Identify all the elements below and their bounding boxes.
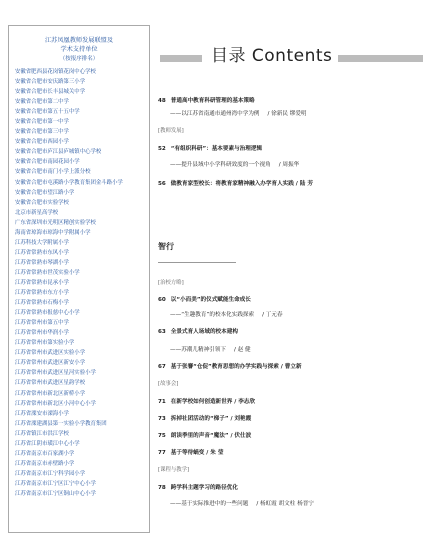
supporter-list-item: 安徽省合肥市南门小学上派分校 xyxy=(15,169,91,176)
section-label: [课程与教学] xyxy=(158,467,190,473)
page-number: 60 xyxy=(158,297,166,303)
supporter-list-item: 江苏省常熟市东风小学 xyxy=(15,249,69,256)
supporter-list-item: 江苏省镇江市洪江学校 xyxy=(15,430,69,437)
supporter-list-item: 安徽省合肥市望江路小学 xyxy=(15,189,75,196)
entry-author: / 周振华 xyxy=(278,162,300,168)
column-heading-zhixing: 智行 xyxy=(158,242,174,251)
supporter-list-item: 海南省琼海市琼海中学附属小学 xyxy=(15,229,91,236)
page-number: 48 xyxy=(158,98,166,104)
supporter-order-note: （按报序排名） xyxy=(59,56,99,62)
supporter-list-item: 江苏省常州市华润小学 xyxy=(15,330,69,337)
toc-entry-73 xyxy=(158,415,251,423)
supporter-list-item: 安徽省合肥市第一中学 xyxy=(15,119,69,126)
toc-entry-60 xyxy=(158,296,251,304)
supporter-title-line1: 江苏凤凰教师发展联盟及 xyxy=(44,37,114,44)
page-number: 73 xyxy=(158,416,166,422)
supporter-list-item: 安徽省合肥市长丰县城关中学 xyxy=(15,89,86,96)
entry-title: 朗读季里的声音“魔法” / 伏仕波 xyxy=(170,433,252,439)
page-number: 63 xyxy=(158,329,166,335)
toc-subtitle xyxy=(170,110,307,118)
toc-entry-75 xyxy=(158,432,251,440)
section-label: [教师发展] xyxy=(158,128,184,134)
supporter-list-item: 安徽省合肥市实验学校 xyxy=(15,199,69,206)
supporter-list-item: 江苏省常熟市昆承小学 xyxy=(15,279,69,286)
supporter-list-item: 广东省深圳市光明区精创实验学校 xyxy=(15,219,96,226)
supporter-title-line2: 学术支持单位 xyxy=(60,46,98,53)
supporter-list-item: 江苏省南京市百家湖小学 xyxy=(15,450,75,457)
supporter-list-item: 江苏省常州市第五中学 xyxy=(15,320,69,327)
page-number: 78 xyxy=(158,485,166,491)
supporter-list-item: 安徽省合肥市屯溪路小学教育集团金斗路小学 xyxy=(15,179,123,186)
supporter-list-item: 江苏省常熟市琴湖小学 xyxy=(15,259,69,266)
supporter-list-item: 江苏省江阴市璜江中心小学 xyxy=(15,440,80,447)
supporter-list-item: 江苏省常熟市世茂实验小学 xyxy=(15,269,80,276)
supporter-list-item: 安徽省合肥市第三中学 xyxy=(15,129,69,136)
supporter-list-item: 安徽省肥西县花岗镇花岗中心学校 xyxy=(15,69,96,75)
toc-subtitle xyxy=(170,311,283,319)
entry-author: / 杨虹霞 胡文柱 杨晋宁 xyxy=(256,501,314,507)
supporter-list-item: 安徽省合肥市第五十五中学 xyxy=(15,109,80,116)
supporter-list-item: 北京市新星高学校 xyxy=(15,209,59,216)
entry-title: 基于张謇“仓促”教育思想的办学实践与探索 / 曹立新 xyxy=(170,364,302,370)
supporter-list-item: 江苏科技大学附属小学 xyxy=(15,239,69,246)
toc-entry-67 xyxy=(158,363,302,371)
toc-subtitle xyxy=(170,346,251,354)
supporter-list-item: 江苏省常州市新北区小河中心小学 xyxy=(15,400,96,407)
supporter-list-item: 江苏省常州市武进区星河实验小学 xyxy=(15,370,96,377)
supporter-list-item: 江苏省常州市武进区实验小学 xyxy=(15,350,86,357)
page-number: 56 xyxy=(158,181,166,187)
subtitle-text: ——基于实际推进中的一些问题 xyxy=(170,501,249,507)
toc-entry-71 xyxy=(158,398,255,406)
title-bar-right xyxy=(338,55,423,62)
supporter-list-item: 江苏省常州市第实验小学 xyxy=(15,340,75,347)
supporter-list-item: 安徽省合肥市庐江县庐城镇中心学校 xyxy=(15,149,102,156)
supporter-list-item: 安徽省合肥市第二中学 xyxy=(15,99,69,106)
supporter-list-item: 江苏省常州市武进区新安小学 xyxy=(15,360,86,367)
supporter-list-item: 安徽省合肥市南园花园小学 xyxy=(15,159,80,166)
column-heading-rule xyxy=(158,262,236,263)
supporter-list xyxy=(15,67,143,499)
entry-title: 跨学科主题学习的路径优化 xyxy=(170,485,238,491)
page-number: 67 xyxy=(158,364,166,370)
supporter-list-item: 江苏省南京市江宁区江宁中心小学 xyxy=(15,480,96,487)
supporter-list-item: 江苏省南京市江宁区铜山中心小学 xyxy=(15,490,96,497)
entry-title: 做教育家型校长：将教育家精神融入办学育人实践 / 陆 芳 xyxy=(170,181,313,187)
page-title: 目录 Contents xyxy=(211,46,333,66)
supporter-list-item: 江苏省溧建湖县第一实验小学教育集团 xyxy=(15,420,107,427)
entry-author: / 丁元春 xyxy=(262,312,283,318)
subtitle-text: ——以江苏省南通市通州湾中学为例 xyxy=(170,111,260,117)
supporter-list-panel xyxy=(8,25,150,533)
entry-title: 普通高中教育科研管理的基本策略 xyxy=(170,98,255,104)
page-number: 52 xyxy=(158,146,166,152)
supporter-list-header xyxy=(15,36,143,64)
title-bar-left xyxy=(160,55,202,62)
page-number: 71 xyxy=(158,399,166,405)
entry-title: 拆掉社团活动的“梯子” / 刘艳霞 xyxy=(170,416,252,422)
toc-subtitle xyxy=(170,500,314,508)
supporter-list-item: 江苏省南京市江宁科学园小学 xyxy=(15,470,86,477)
supporter-list-item: 江苏省溧安市溧海小学 xyxy=(15,410,69,417)
entry-title: “有组织科研”：基本要素与治理逻辑 xyxy=(170,146,263,152)
toc-entry-77 xyxy=(158,449,223,457)
supporter-list-item: 江苏省常州市武进区星韵学校 xyxy=(15,380,86,387)
toc-entry-78 xyxy=(158,484,238,492)
supporter-list-item: 江苏省常熟市报慈中心小学 xyxy=(15,310,80,317)
subtitle-text: ——“生趣教育”的校本化实践探索 xyxy=(170,312,255,318)
page-number: 77 xyxy=(158,450,166,456)
supporter-list-item: 江苏省南京市赤壁路小学 xyxy=(15,460,75,467)
entry-title: 在新学校如何创造新世界 / 李志欣 xyxy=(170,399,256,405)
section-label: [故事会] xyxy=(158,381,179,387)
toc-entry-56 xyxy=(158,180,313,188)
section-label: [治校方略] xyxy=(158,280,184,286)
toc-entry-63 xyxy=(158,328,238,336)
entry-title: 基于等待蜗变 / 朱 莹 xyxy=(170,450,224,456)
entry-title: 以“小而美”的仪式赋能生命成长 xyxy=(170,297,251,303)
entry-title: 全景式育人场域的校本建构 xyxy=(170,329,238,335)
supporter-list-item: 江苏省常熟市东方小学 xyxy=(15,290,69,297)
subtitle-text: ——苏潮儿精神引领下 xyxy=(170,347,226,353)
toc-entry-48 xyxy=(158,97,255,105)
toc-subtitle xyxy=(170,161,299,169)
supporter-list-item: 安徽省合肥市西园小学 xyxy=(15,139,69,146)
subtitle-text: ——提升县域中小学科研效度的一个视角 xyxy=(170,162,271,168)
supporter-list-item: 江苏省常熟市石梅小学 xyxy=(15,300,69,307)
toc-entry-52 xyxy=(158,145,262,153)
supporter-list-item: 安徽省合肥市安庆路第三小学 xyxy=(15,79,86,86)
entry-author: / 徐新民 缪爱明 xyxy=(267,111,307,117)
page-number: 75 xyxy=(158,433,166,439)
entry-author: / 赵 健 xyxy=(233,347,251,353)
supporter-list-item: 江苏省常州市新北区新桥小学 xyxy=(15,390,86,397)
